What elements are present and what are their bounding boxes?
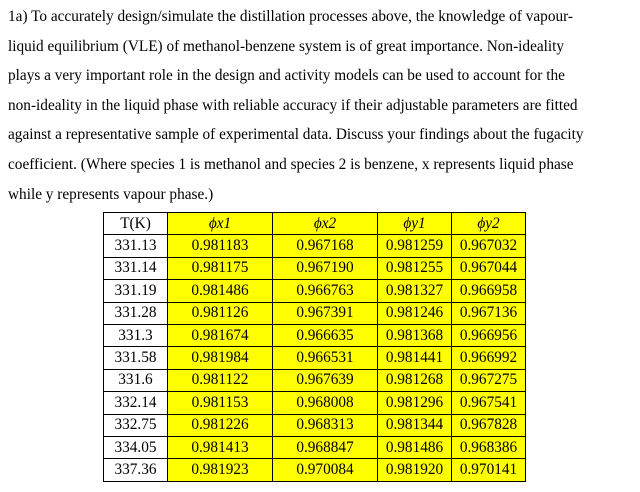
cell-phi-y1: 0.981255 <box>378 257 452 279</box>
cell-phi-x1: 0.981984 <box>168 347 273 369</box>
table-row <box>104 347 526 369</box>
cell-temperature: 332.14 <box>104 392 168 414</box>
table-row <box>104 302 526 324</box>
cell-phi-y2: 0.967136 <box>452 302 526 324</box>
cell-phi-x2: 0.966763 <box>273 280 378 302</box>
cell-phi-y1: 0.981246 <box>378 302 452 324</box>
cell-phi-x2: 0.967168 <box>273 235 378 257</box>
cell-phi-x2: 0.967190 <box>273 257 378 279</box>
cell-phi-x1: 0.981413 <box>168 436 273 458</box>
cell-phi-x1: 0.981923 <box>168 459 273 481</box>
cell-temperature: 331.14 <box>104 257 168 279</box>
cell-phi-y1: 0.981441 <box>378 347 452 369</box>
cell-phi-x2: 0.968008 <box>273 392 378 414</box>
cell-phi-x1: 0.981126 <box>168 302 273 324</box>
cell-phi-y1: 0.981486 <box>378 436 452 458</box>
cell-temperature: 331.6 <box>104 369 168 391</box>
cell-temperature: 331.3 <box>104 324 168 346</box>
cell-temperature: 331.19 <box>104 280 168 302</box>
cell-phi-x2: 0.968313 <box>273 414 378 436</box>
table-header-row <box>104 213 526 235</box>
cell-phi-y1: 0.981327 <box>378 280 452 302</box>
cell-phi-x1: 0.981226 <box>168 414 273 436</box>
cell-phi-y1: 0.981259 <box>378 235 452 257</box>
header-temperature: T(K) <box>104 213 168 235</box>
header-phi-x2: ϕx2 <box>273 213 378 235</box>
cell-phi-x1: 0.981183 <box>168 235 273 257</box>
cell-phi-y2: 0.970141 <box>452 459 526 481</box>
cell-temperature: 334.05 <box>104 436 168 458</box>
question-line: against a representative sample of experimental data. Discuss your findings about the fugacity <box>8 126 584 144</box>
table-row <box>104 392 526 414</box>
table-row <box>104 459 526 481</box>
cell-phi-y1: 0.981920 <box>378 459 452 481</box>
question-line: while y represents vapour phase.) <box>8 185 214 203</box>
table-row <box>104 436 526 458</box>
table-body <box>104 235 526 481</box>
cell-phi-x2: 0.967391 <box>273 302 378 324</box>
table-row <box>104 369 526 391</box>
question-line: 1a) To accurately design/simulate the distillation processes above, the knowledge of vapour- <box>8 8 574 25</box>
cell-phi-y2: 0.967044 <box>452 257 526 279</box>
question-line: non-ideality in the liquid phase with reliable accuracy if their adjustable parameters are fitted <box>8 96 578 114</box>
cell-phi-y1: 0.981344 <box>378 414 452 436</box>
cell-temperature: 337.36 <box>104 459 168 481</box>
cell-phi-x1: 0.981674 <box>168 324 273 346</box>
cell-phi-y2: 0.967541 <box>452 392 526 414</box>
cell-temperature: 331.13 <box>104 235 168 257</box>
question-line: liquid equilibrium (VLE) of methanol-benzene system is of great importance. Non-ideality <box>8 37 565 55</box>
cell-phi-x2: 0.970084 <box>273 459 378 481</box>
cell-phi-x1: 0.981153 <box>168 392 273 414</box>
cell-phi-x2: 0.966531 <box>273 347 378 369</box>
table-row <box>104 257 526 279</box>
header-phi-y1: ϕy1 <box>378 213 452 235</box>
cell-phi-y1: 0.981296 <box>378 392 452 414</box>
cell-phi-x2: 0.968847 <box>273 436 378 458</box>
header-phi-x1: ϕx1 <box>168 213 273 235</box>
cell-phi-y1: 0.981268 <box>378 369 452 391</box>
cell-phi-x2: 0.967639 <box>273 369 378 391</box>
cell-phi-y2: 0.966992 <box>452 347 526 369</box>
header-phi-y2: ϕy2 <box>452 213 526 235</box>
table-row <box>104 235 526 257</box>
cell-temperature: 331.28 <box>104 302 168 324</box>
cell-temperature: 332.75 <box>104 414 168 436</box>
cell-phi-y1: 0.981368 <box>378 324 452 346</box>
cell-phi-x1: 0.981122 <box>168 369 273 391</box>
cell-phi-y2: 0.967828 <box>452 414 526 436</box>
cell-phi-x2: 0.966635 <box>273 324 378 346</box>
table-row <box>104 324 526 346</box>
table-row <box>104 280 526 302</box>
question-line: coefficient. (Where species 1 is methanol and species 2 is benzene, x represents liquid phase <box>8 155 574 173</box>
cell-phi-y2: 0.967032 <box>452 235 526 257</box>
cell-phi-y2: 0.966958 <box>452 280 526 302</box>
table-row <box>104 414 526 436</box>
question-line: plays a very important role in the design and activity models can be used to account for the <box>8 67 565 85</box>
fugacity-table <box>103 212 526 482</box>
cell-phi-y2: 0.966956 <box>452 324 526 346</box>
cell-phi-y2: 0.967275 <box>452 369 526 391</box>
question-text <box>8 2 634 209</box>
cell-phi-x1: 0.981486 <box>168 280 273 302</box>
cell-phi-x1: 0.981175 <box>168 257 273 279</box>
cell-temperature: 331.58 <box>104 347 168 369</box>
cell-phi-y2: 0.968386 <box>452 436 526 458</box>
